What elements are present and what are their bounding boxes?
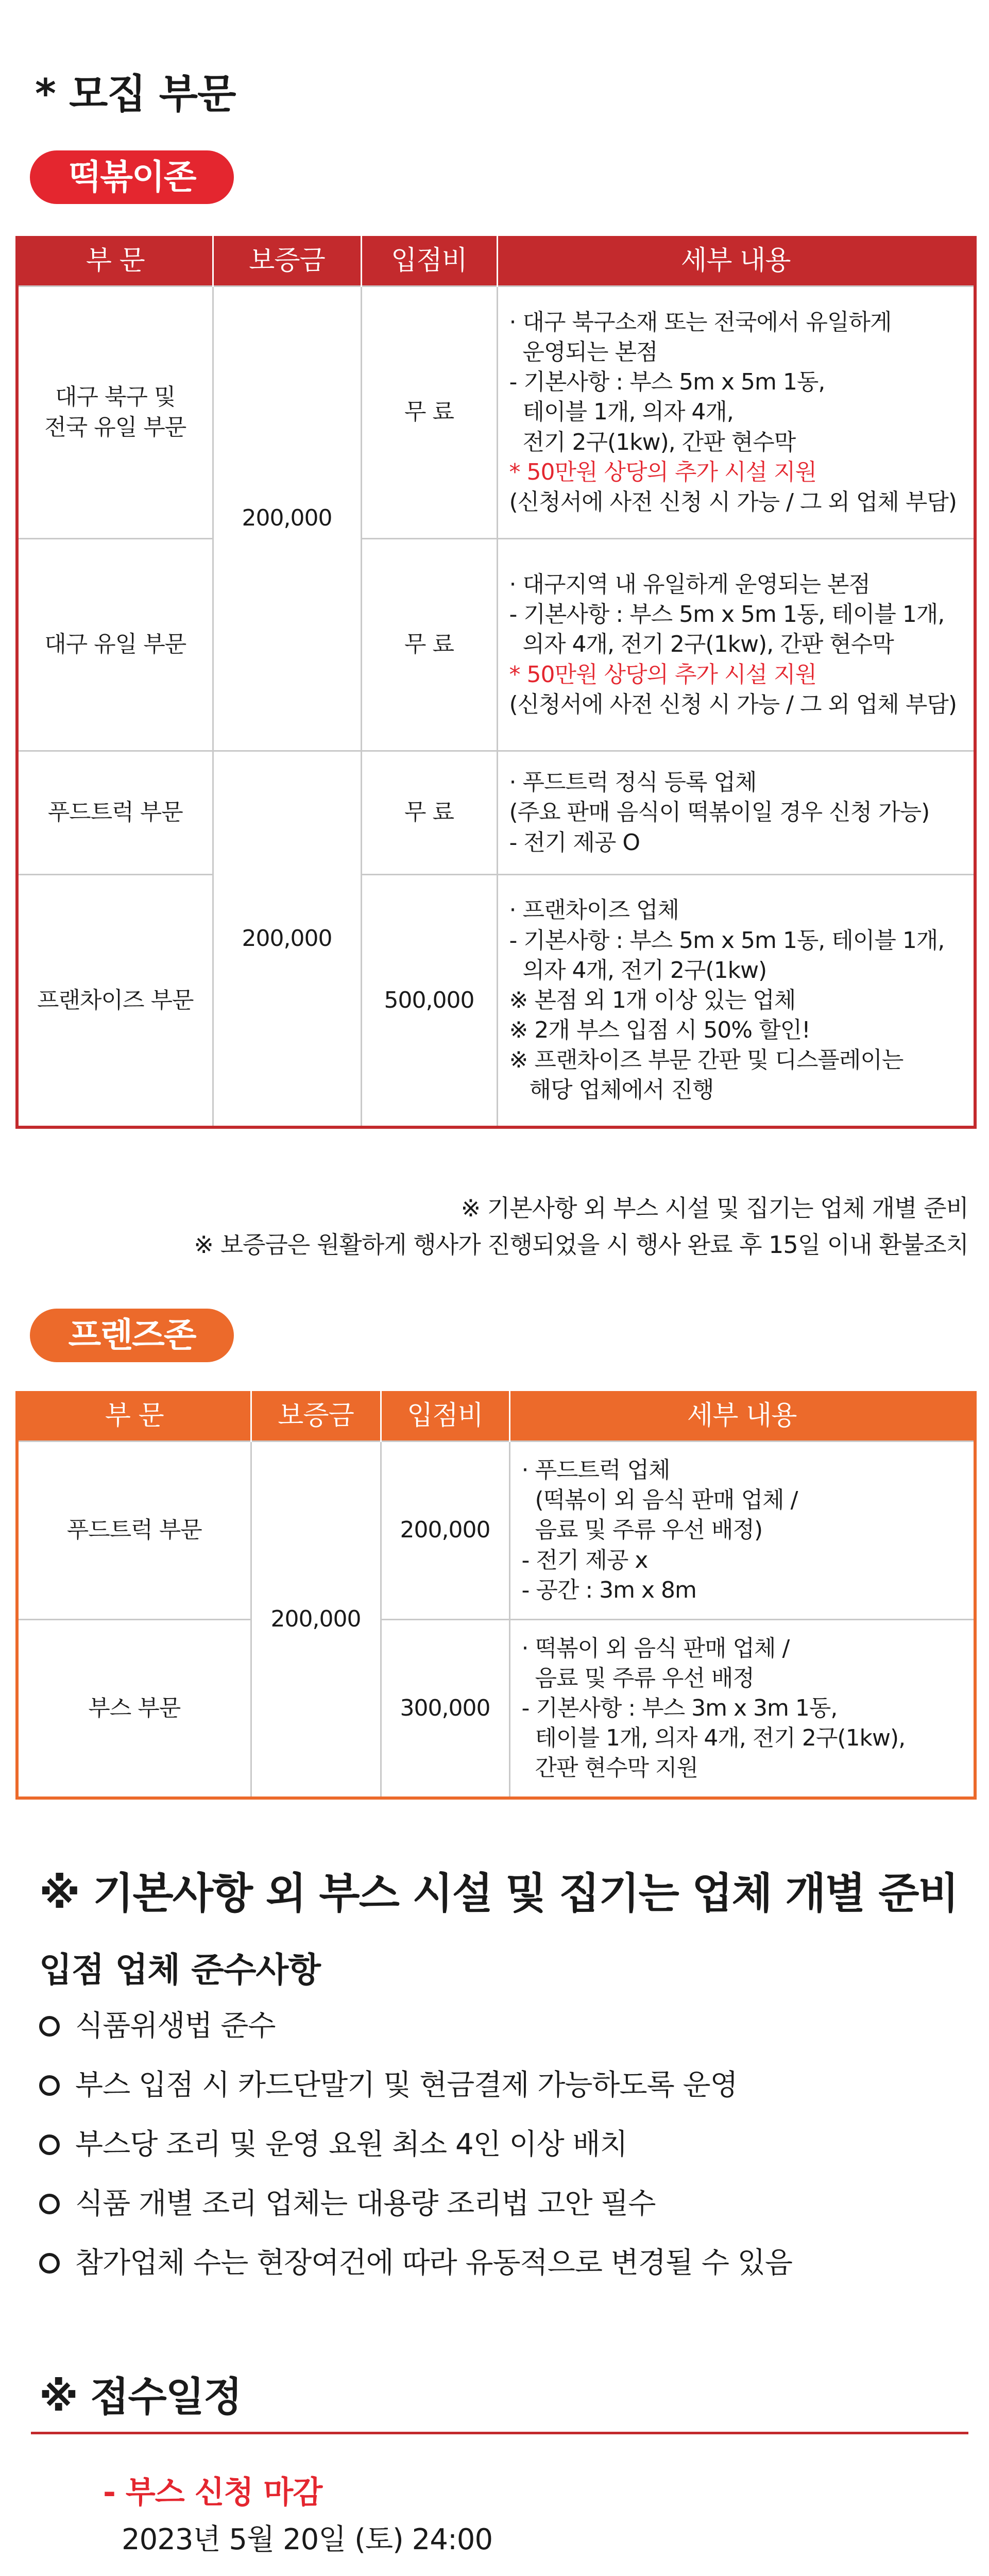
row-category: 푸드트럭 부문 xyxy=(17,751,213,875)
compliance-text: 참가업체 수는 현장여건에 따라 유동적으로 변경될 수 있음 xyxy=(75,2246,792,2280)
row-details xyxy=(497,751,975,875)
header-fee: 입점비 xyxy=(381,1391,509,1442)
row-category xyxy=(17,286,213,539)
circle-bullet-icon xyxy=(39,2016,60,2037)
detail-line: - 기본사항 : 부스 5m x 5m 1동, xyxy=(509,369,825,396)
detail-line: · 떡볶이 외 음식 판매 업체 / xyxy=(521,1635,790,1662)
detail-line: (신청서에 사전 신청 시 가능 / 그 외 업체 부담) xyxy=(509,488,957,515)
row-fee: 200,000 xyxy=(381,1442,509,1620)
row-fee: 300,000 xyxy=(381,1620,509,1798)
detail-line: - 공간 : 3m x 8m xyxy=(521,1577,696,1603)
row-deposit: 200,000 xyxy=(213,751,361,1127)
header-category: 부 문 xyxy=(17,236,213,286)
row-fee: 무 료 xyxy=(361,751,497,875)
table-row xyxy=(17,1442,975,1620)
row-category: 프랜차이즈 부문 xyxy=(17,875,213,1127)
general-note: ※ 기본사항 외 부스 시설 및 집기는 업체 개별 준비 xyxy=(39,1869,958,1918)
row-deposit: 200,000 xyxy=(213,286,361,751)
schedule-item-detail: 2023년 5월 20일 (토) 24:00 xyxy=(122,2523,493,2556)
detail-line: - 기본사항 : 부스 3m x 3m 1동, xyxy=(521,1694,838,1721)
detail-line: 운영되는 본점 xyxy=(509,339,658,366)
detail-line: · 프랜차이즈 업체 xyxy=(509,897,679,924)
table-row xyxy=(17,751,975,875)
compliance-text: 부스 입점 시 카드단말기 및 현금결제 가능하도록 운영 xyxy=(75,2069,738,2102)
compliance-item xyxy=(39,2246,792,2280)
detail-line: 간판 현수막 지원 xyxy=(521,1754,698,1781)
detail-line: · 푸드트럭 업체 xyxy=(521,1457,670,1484)
row-category: 부스 부문 xyxy=(17,1620,251,1798)
detail-line: (신청서에 사전 신청 시 가능 / 그 외 업체 부담) xyxy=(509,691,957,718)
section-heading: * 모집 부문 xyxy=(35,71,236,117)
table-row xyxy=(17,539,975,751)
header-details: 세부 내용 xyxy=(509,1391,975,1442)
compliance-text: 식품위생법 준수 xyxy=(75,2009,276,2043)
row-details xyxy=(497,875,975,1127)
row-details xyxy=(497,539,975,751)
row-fee: 무 료 xyxy=(361,539,497,751)
detail-line: (떡볶이 외 음식 판매 업체 / xyxy=(521,1487,798,1514)
detail-line: - 기본사항 : 부스 5m x 5m 1동, 테이블 1개, xyxy=(509,601,945,628)
zone1-table xyxy=(15,236,977,1129)
schedule-title: ※ 접수일정 xyxy=(39,2374,242,2420)
detail-line: ※ 2개 부스 입점 시 50% 할인! xyxy=(509,1016,810,1043)
circle-bullet-icon xyxy=(39,2253,60,2274)
compliance-text: 부스당 조리 및 운영 요원 최소 4인 이상 배치 xyxy=(75,2128,627,2161)
circle-bullet-icon xyxy=(39,2075,60,2096)
row-details xyxy=(509,1620,975,1798)
zone1-notes xyxy=(41,1190,968,1264)
header-category: 부 문 xyxy=(17,1391,251,1442)
detail-line: 해당 업체에서 진행 xyxy=(509,1076,714,1103)
detail-line: 테이블 1개, 의자 4개, 전기 2구(1kw), xyxy=(521,1724,906,1751)
detail-line: 의자 4개, 전기 2구(1kw), 간판 현수막 xyxy=(509,631,894,658)
row-details xyxy=(497,286,975,539)
row-category: 푸드트럭 부문 xyxy=(17,1442,251,1620)
category-line: 대구 북구 및 xyxy=(55,384,176,411)
row-deposit: 200,000 xyxy=(251,1442,381,1798)
compliance-item xyxy=(39,2130,627,2159)
detail-line: 전기 2구(1kw), 간판 현수막 xyxy=(509,429,796,455)
zone-friends-badge: 프렌즈존 xyxy=(30,1309,234,1362)
note-line: ※ 기본사항 외 부스 시설 및 집기는 업체 개별 준비 xyxy=(461,1194,968,1222)
detail-line: - 기본사항 : 부스 5m x 5m 1동, 테이블 1개, xyxy=(509,927,945,954)
detail-line: 의자 4개, 전기 2구(1kw) xyxy=(509,957,767,984)
circle-bullet-icon xyxy=(39,2134,60,2155)
zone2-table xyxy=(15,1391,977,1800)
detail-line: · 대구 북구소재 또는 전국에서 유일하게 xyxy=(509,309,892,336)
compliance-item xyxy=(39,2009,276,2043)
row-category: 대구 유일 부문 xyxy=(17,539,213,751)
detail-line: · 대구지역 내 유일하게 운영되는 본점 xyxy=(509,571,870,598)
header-deposit: 보증금 xyxy=(213,236,361,286)
detail-line: ※ 프랜차이즈 부문 간판 및 디스플레이는 xyxy=(509,1046,903,1073)
compliance-item xyxy=(39,2187,656,2221)
detail-line: 음료 및 주류 우선 배정) xyxy=(521,1517,763,1544)
detail-highlight: * 50만원 상당의 추가 시설 지원 xyxy=(509,661,816,688)
detail-line: ※ 본점 외 1개 이상 있는 업체 xyxy=(509,987,796,1013)
detail-line: - 전기 제공 O xyxy=(509,829,640,856)
header-deposit: 보증금 xyxy=(251,1391,381,1442)
detail-line: (주요 판매 음식이 떡볶이일 경우 신청 가능) xyxy=(509,799,930,826)
table-row xyxy=(17,286,975,539)
circle-bullet-icon xyxy=(39,2194,60,2214)
detail-line: 테이블 1개, 의자 4개, xyxy=(509,399,734,426)
detail-line: - 전기 제공 x xyxy=(521,1547,648,1573)
category-line: 전국 유일 부문 xyxy=(44,414,186,440)
row-fee: 500,000 xyxy=(361,875,497,1127)
compliance-title: 입점 업체 준수사항 xyxy=(39,1950,321,1990)
zone-tteokbokki-badge: 떡볶이존 xyxy=(30,150,234,204)
row-details xyxy=(509,1442,975,1620)
detail-line: 음료 및 주류 우선 배정 xyxy=(521,1665,754,1691)
schedule-divider xyxy=(31,2432,968,2434)
table-row xyxy=(17,875,975,1127)
schedule-item-title: - 부스 신청 마감 xyxy=(103,2475,322,2511)
row-fee: 무 료 xyxy=(361,286,497,539)
detail-highlight: * 50만원 상당의 추가 시설 지원 xyxy=(509,459,816,485)
header-fee: 입점비 xyxy=(361,236,497,286)
compliance-text: 식품 개별 조리 업체는 대용량 조리법 고안 필수 xyxy=(75,2187,656,2221)
header-details: 세부 내용 xyxy=(497,236,975,286)
detail-line: · 푸드트럭 정식 등록 업체 xyxy=(509,769,757,796)
note-line: ※ 보증금은 원활하게 행사가 진행되었을 시 행사 완료 후 15일 이내 환불조치 xyxy=(194,1231,968,1259)
table-row xyxy=(17,1620,975,1798)
compliance-item xyxy=(39,2071,738,2100)
